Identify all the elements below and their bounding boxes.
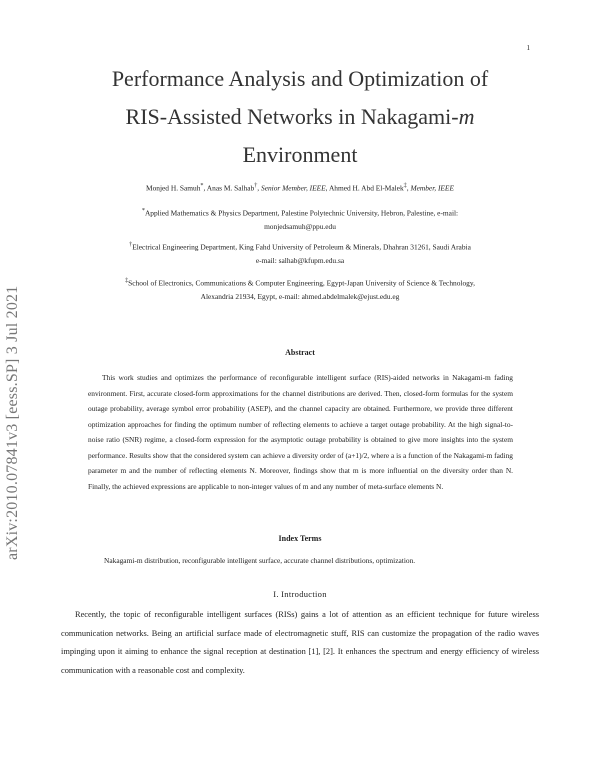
page-number: 1 xyxy=(526,44,530,52)
abstract-heading: Abstract xyxy=(285,348,315,357)
title-line-1: Performance Analysis and Optimization of xyxy=(111,66,489,91)
section-heading: I. Introduction xyxy=(273,589,327,599)
title-line-2: RIS-Assisted Networks in Nakagami-m xyxy=(125,104,475,129)
arxiv-stamp: arXiv:2010.07841v3 [eess.SP] 3 Jul 2021 xyxy=(4,285,21,560)
author-list: Monjed H. Samuh*, Anas M. Salhab†, Senior Member, IEEE, Ahmed H. Abd El-Malek‡, Member, IEEE xyxy=(146,183,454,193)
affiliation-3: ‡School of Electronics, Communications & Computer Engineering, Egypt-Japan University of Science & Technology, Alexandria 21934, Egypt, e-mail: ahmed.abdelmalek@ejust.edu.eg xyxy=(125,278,475,302)
title-line-3: Environment xyxy=(242,142,358,167)
affiliation-2: †Electrical Engineering Department, King Fahd University of Petroleum & Minerals, Dhahran 31261, Saudi Arabia e-mail: salhab@kfupm.edu.sa xyxy=(129,242,471,266)
abstract-body: This work studies and optimizes the performance of reconfigurable intelligent surface (RIS)-aided networks in Nakagami-m fading environment. First, accurate closed-form approximations for the channel distributions are derived. Then, closed-form formulas for the system outage probability, average symbol error probability (ASEP), and the channel capacity are obtained. Furthermore, we provide three different optimization approaches for finding the optimum number of reflecting elements to achieve a target outage probability. At the high signal-to-noise ratio (SNR) regime, a closed-form expression for the asymptotic outage probability is obtained to give more insights into the system performance. Results show that the considered system can achieve a diversity order of (a+1)/2, where a is a function of the Nakagami-m fading parameter m and the number of reflecting elements N. Moreover, findings show that m is more influential on the diversity order than N. Finally, the achieved expressions are applicable to non-integer values of m and any number of meta-surface elements N. xyxy=(88,373,513,491)
index-terms-heading: Index Terms xyxy=(278,534,322,543)
introduction-body: Recently, the topic of reconfigurable intelligent surfaces (RISs) gains a lot of attention as an efficient technique for future wireless communication networks. Being an artificial surface made of electromagnetic stuff, RIS can customize the propagation of the radio waves impinging upon it aiming to enhance the signal reception at destination [1], [2]. It enhances the spectrum and energy efficiency of wireless communication with a reasonable cost and complexity. xyxy=(61,610,539,675)
index-terms: Nakagami-m distribution, reconfigurable intelligent surface, accurate channel distributions, optimization. xyxy=(104,556,416,565)
paper-title xyxy=(60,60,540,174)
affiliation-1: *Applied Mathematics & Physics Department, Palestine Polytechnic University, Hebron, Palestine, e-mail: monjedsamuh@ppu.edu xyxy=(141,208,459,232)
